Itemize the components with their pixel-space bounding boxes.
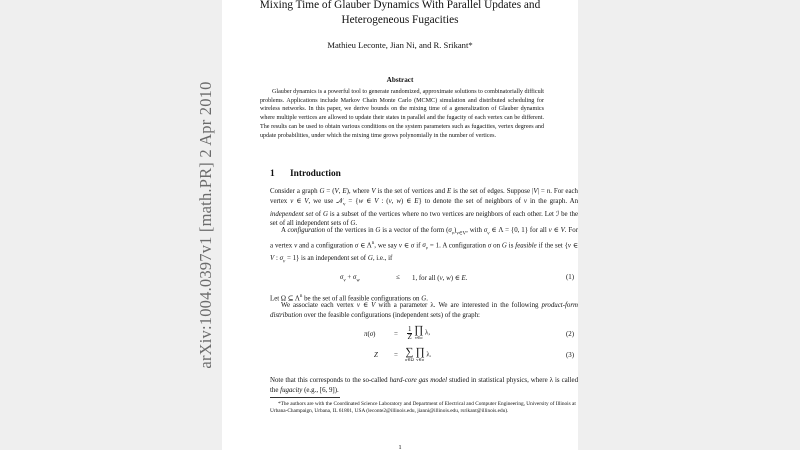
product-operator: ∏ v∈σ (414, 324, 424, 340)
equation-1-lhs: $\sigma_v + \sigma_w$ (340, 274, 360, 284)
paper-authors: Mathieu Leconte, Jian Ni, and R. Srikant* (327, 40, 473, 50)
equation-1-number: (1) (565, 274, 574, 281)
abstract-text: Glauber dynamics is a powerful tool to generate randomized, approximate solutions to combinatorially difficult problems. Applications include Markov Chain Monte Carlo (MCMC) simulation and distributed scheduling for wireless networks. In this paper, we derive bounds on the mixing time of a generalization of Glauber dynamics where multiple vertices are allowed to update their states in parallel and the fugacity of each vertex can be different. The results can be used to obtain various conditions on the system parameters such as fugacities, vertex degrees and update probabilities, under which the mixing time grows polynomially in the number of vertices. (260, 89, 545, 139)
title-line-2: Heterogeneous Fugacities (341, 14, 459, 26)
equation-1-rhs: 1, for all (v, w) ∈ E. (412, 275, 468, 282)
title-line-1: Mixing Time of Glauber Dynamics With Parallel Updates and (259, 0, 541, 11)
paper-title (222, 0, 578, 28)
footnote-rule (270, 397, 340, 398)
abstract-heading: Abstract (386, 76, 414, 84)
equation-1-relation: ≤ (396, 274, 400, 281)
intro-paragraph-4: We associate each vertex v ∈ V with a parameter λ. We are interested in the following product-form distribution over the feasible configurations (independent sets) of the graph: (270, 302, 578, 319)
intro-paragraph-2: A configuration of the vertices in G is a vector of the form $(\sigma_v)_{v\in V}$, with $\sigma_v$ ∈ Λ = {0, 1} for all v ∈ V. For a vertex v and a configuration σ ∈ $\Lambda^n$, we say v ∈ σ if $\sigma_v = 1$. A configuration σ on G is feasible if the set {v ∈ V : $\sigma_v = 1$} is an independent set of G, i.e., if (270, 227, 578, 265)
section-title: Introduction (290, 169, 341, 179)
fraction-one-over-z: $\frac{1}{Z}$ (407, 325, 412, 341)
equation-2-rhs: $\frac{1}{Z}$ ∏ v∈σ λ, (407, 324, 431, 341)
equation-2-number: (2) (565, 331, 574, 338)
intro-paragraph-5: Note that this corresponds to the so-called hard-core gas model studied in statistical physics, where λ is called the fugacity (e.g., [6, 9]). (270, 377, 578, 394)
product-operator: ∏ v∈σ (415, 346, 425, 362)
arxiv-sidebar-stamp: arXiv:1004.0397v1 [math.PR] 2 Apr 2010 (196, 81, 215, 369)
equation-3-equals: = (394, 352, 398, 359)
equation-3-rhs: ∑ σ∈Ω ∏ v∈σ λ. (405, 346, 432, 362)
sum-operator: ∑ σ∈Ω (405, 346, 414, 362)
intro-paragraph-1: Consider a graph G = (V, E), where V is the set of vertices and E is the set of edges. Suppose |V| = n. For each vertex v ∈ V, we use 𝒩$_v$ = {w ∈ V : (v, w) ∈ E} to denote the set of neighbors of v in the graph. An independent set of G is a subset of the vertices where no two vertices are neighbors of each other. Let ℐ be the set of all independent sets of G. (270, 188, 578, 228)
equation-3-lhs: Z (374, 352, 378, 359)
section-number: 1 (270, 169, 275, 179)
paper-page (222, 0, 578, 450)
intro-paragraph-3: Let Ω ⊆ $\Lambda^n$ be the set of all feasible configurations on G. (270, 294, 428, 303)
equation-2-lhs: π(σ) (364, 331, 376, 338)
section-heading (270, 169, 341, 179)
equation-2-equals: = (394, 331, 398, 338)
equation-3-number: (3) (565, 352, 574, 359)
page-number: 1 (398, 444, 402, 450)
footnote: *The authors are with the Coordinated Science Laboratory and Department of Electrical and Computer Engineering, University of Illinois at Urbana-Champaign, Urbana, IL 61801, USA (leconte2@illinois.edu, jianni@illinois.edu, rsrikant@illinois.edu). (270, 401, 576, 415)
